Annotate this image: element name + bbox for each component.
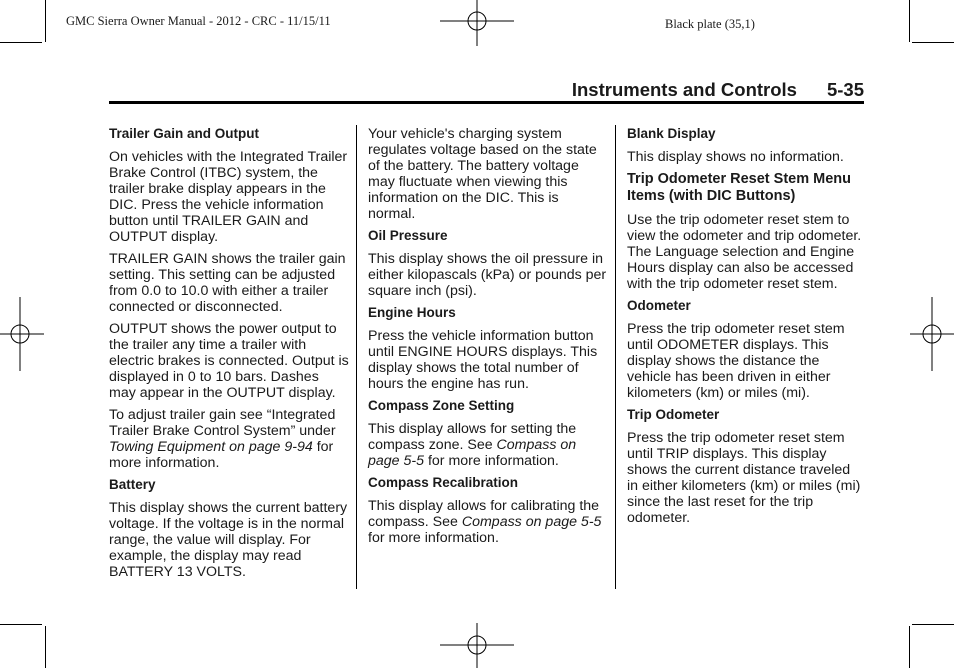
crop-mark: [909, 0, 910, 42]
heading-battery: Battery: [109, 477, 156, 492]
heading-trailer-gain: Trailer Gain and Output: [109, 126, 260, 141]
paragraph: Press the trip odometer reset stem until ODOMETER displays. This display shows the distance the vehicle has been driven in either kilometers (km) or miles (mi).: [627, 321, 845, 401]
header-rule: [109, 101, 864, 104]
heading-trip-odometer: Trip Odometer: [627, 407, 720, 422]
crop-mark: [45, 0, 46, 42]
text: for more information.: [368, 530, 499, 546]
section-header: [572, 79, 864, 101]
crop-mark: [0, 624, 42, 625]
cross-reference-link[interactable]: Towing Equipment on page 9-94: [109, 439, 313, 455]
paragraph: OUTPUT shows the power output to the trailer any time a trailer with electric brakes is connected. Output is displayed in 0 to 10 bars. Dashes may appear in the OUTPUT display.: [109, 321, 349, 401]
paragraph: [368, 498, 608, 546]
paragraph: On vehicles with the Integrated Trailer Brake Control (ITBC) system, the trailer brake display appears in the DIC. Press the vehicle information button until TRAILER GAIN and OUTPUT display.: [109, 149, 348, 245]
registration-mark-left: [0, 297, 44, 371]
crop-mark: [45, 626, 46, 668]
paragraph: TRAILER GAIN shows the trailer gain setting. This setting can be adjusted from 0.0 to 10.0 with either a trailer connected or disconnected.: [109, 251, 346, 315]
paragraph: [368, 421, 608, 469]
crop-mark: [909, 626, 910, 668]
text: for more information.: [424, 453, 559, 469]
print-header-left: GMC Sierra Owner Manual - 2012 - CRC - 11/15/11: [66, 14, 331, 28]
paragraph: Use the trip odometer reset stem to view the odometer and trip odometer. The Language selection and Engine Hours display can also be accessed with the trip odometer reset stem.: [627, 212, 862, 292]
column-2: [368, 126, 608, 552]
paragraph: [109, 407, 349, 471]
text: To adjust trailer gain see “Integrated Trailer Brake Control System” under: [109, 407, 336, 439]
text: for more information.: [109, 439, 334, 471]
crop-mark: [0, 42, 42, 43]
heading-odometer: Odometer: [627, 298, 691, 313]
crop-mark: [912, 624, 954, 625]
text: This display allows for calibrating the compass. See: [368, 498, 600, 530]
registration-mark-right: [910, 297, 954, 371]
paragraph: Press the trip odometer reset stem until TRIP displays. This display shows the current distance traveled in either kilometers (km) or miles (mi) since the last reset for the trip odometer.: [627, 430, 861, 526]
paragraph: This display shows the current battery voltage. If the voltage is in the normal range, the value will display. For example, the display may read BATTERY 13 VOLTS.: [109, 500, 348, 580]
column-1: [109, 126, 349, 586]
print-header-right: Black plate (35,1): [665, 17, 755, 31]
cross-reference-link[interactable]: Compass on page 5-5: [368, 437, 577, 469]
paragraph: Your vehicle's charging system regulates voltage based on the state of the battery. The battery voltage may fluctuate when viewing this information on the DIC. This is normal.: [368, 126, 597, 222]
paragraph: This display shows the oil pressure in either kilopascals (kPa) or pounds per square inch (psi).: [368, 251, 607, 299]
paragraph: This display shows no information.: [627, 149, 844, 165]
column-divider: [615, 125, 616, 589]
crop-mark: [912, 42, 954, 43]
section-title: Instruments and Controls: [571, 79, 797, 100]
registration-mark-top: [440, 0, 514, 46]
paragraph: Press the vehicle information button until ENGINE HOURS displays. This display shows the total number of hours the engine has run.: [368, 328, 598, 392]
page-number: 5-35: [826, 79, 864, 100]
heading-trip-odometer-stem: Trip Odometer Reset Stem Menu Items (with DIC Buttons): [627, 171, 851, 204]
column-3: [627, 126, 865, 532]
registration-mark-bottom: [440, 623, 514, 668]
cross-reference-link[interactable]: Compass on page 5-5: [461, 514, 602, 530]
column-divider: [356, 125, 357, 589]
heading-compass-recalibration: Compass Recalibration: [368, 475, 519, 490]
heading-compass-zone: Compass Zone Setting: [368, 398, 515, 413]
text: This display allows for setting the compass zone. See: [368, 421, 577, 453]
heading-engine-hours: Engine Hours: [368, 305, 456, 320]
heading-blank-display: Blank Display: [627, 126, 716, 141]
heading-oil-pressure: Oil Pressure: [368, 228, 448, 243]
